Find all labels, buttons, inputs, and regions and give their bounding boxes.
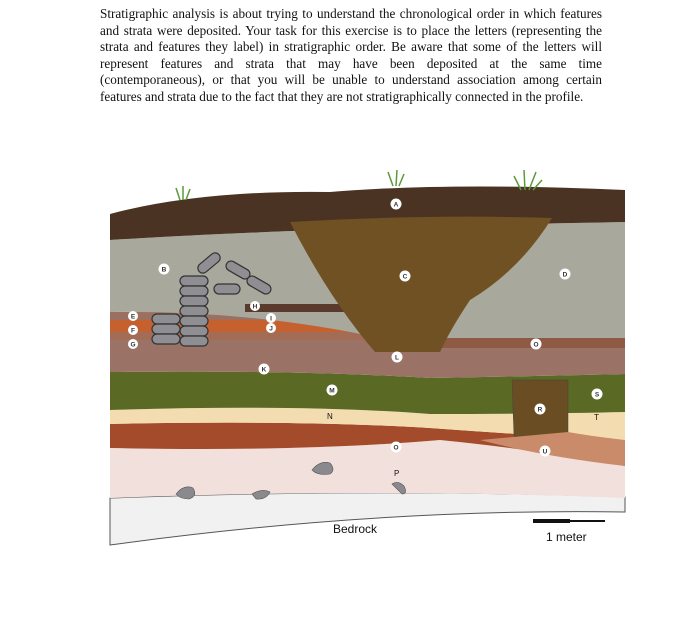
stratum-g: [110, 332, 370, 340]
marker-o-lower: [391, 442, 402, 453]
svg-text:U: U: [542, 448, 548, 456]
svg-text:O: O: [533, 341, 539, 349]
marker-a: [391, 199, 402, 210]
stratum-o: [420, 338, 625, 348]
marker-k: [259, 364, 270, 375]
marker-r: [535, 404, 546, 415]
svg-text:J: J: [269, 325, 273, 333]
svg-text:B: B: [161, 266, 167, 274]
svg-text:M: M: [329, 387, 335, 395]
marker-o-upper: [531, 339, 542, 350]
svg-text:O: O: [393, 444, 399, 452]
svg-text:H: H: [252, 303, 258, 311]
svg-text:I: I: [270, 315, 272, 323]
instructions-paragraph: Stratigraphic analysis is about trying to understand the chronological order in which features and strata were deposited. Your task for this exercise is to place the letters (representing the strata and features they label) in stratigraphic order. Be aware that some of the letters will represent features and strata that may have been deposited at the same time (contemporaneous), or that you will be unable to understand association among certain features and strata due to the fact that they are not stratigraphically connected in the profile.: [100, 6, 602, 104]
svg-text:G: G: [130, 341, 136, 349]
marker-e: [128, 311, 138, 321]
marker-i: [266, 313, 276, 323]
marker-l: [392, 352, 403, 363]
svg-text:E: E: [130, 313, 136, 321]
marker-u: [540, 446, 551, 457]
svg-text:F: F: [131, 327, 135, 335]
marker-b: [159, 264, 170, 275]
bedrock-label: Bedrock: [333, 522, 378, 536]
marker-s: [592, 389, 603, 400]
svg-text:L: L: [395, 354, 399, 362]
scale-label: 1 meter: [546, 530, 587, 544]
marker-j: [266, 323, 276, 333]
label-t: T: [594, 413, 599, 422]
svg-text:K: K: [261, 366, 267, 374]
svg-text:R: R: [537, 406, 543, 414]
scale-bar: [533, 521, 605, 544]
label-n: N: [327, 412, 333, 421]
svg-text:C: C: [402, 273, 408, 281]
marker-m: [327, 385, 338, 396]
marker-d: [560, 269, 571, 280]
marker-g: [128, 339, 138, 349]
marker-c: [400, 271, 411, 282]
svg-text:A: A: [393, 201, 399, 209]
svg-text:D: D: [562, 271, 568, 279]
marker-f: [128, 325, 138, 335]
label-p: P: [394, 469, 400, 478]
svg-text:S: S: [594, 391, 600, 399]
marker-h: [250, 301, 260, 311]
